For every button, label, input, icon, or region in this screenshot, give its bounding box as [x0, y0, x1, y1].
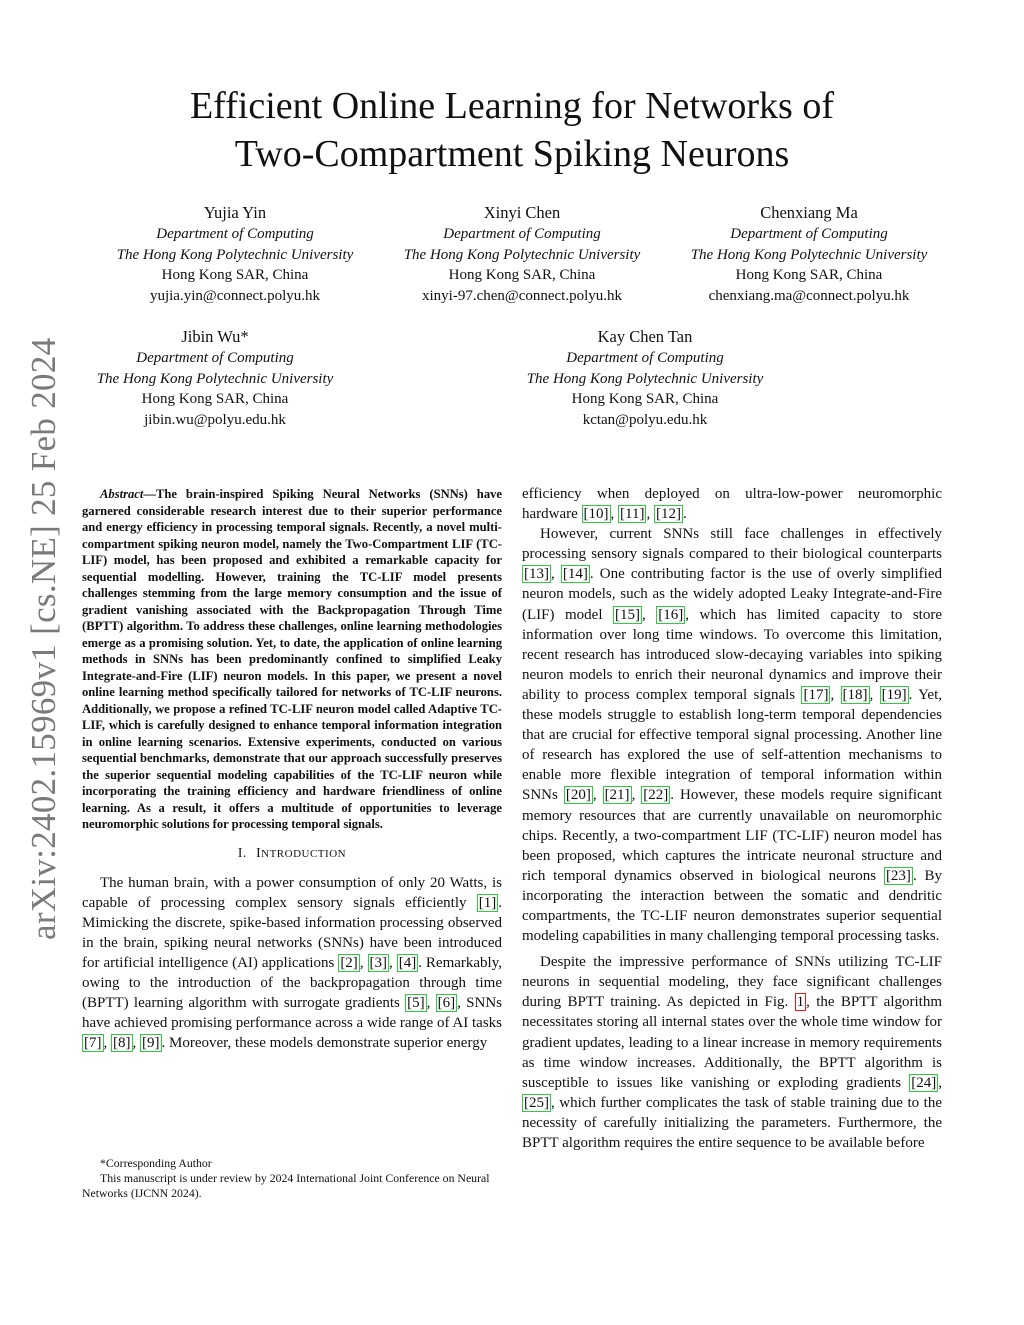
citation-link[interactable]: [11]: [620, 506, 645, 523]
citation-link[interactable]: [1]: [478, 894, 497, 911]
citation-link[interactable]: [7]: [84, 1035, 102, 1052]
citation-link[interactable]: [13]: [524, 566, 549, 583]
section-heading-introduction: I. INTRODUCTION: [237, 844, 347, 860]
title-line: Efficient Online Learning for Networks of: [189, 85, 835, 127]
author-university: The Hong Kong Polytechnic University: [403, 246, 641, 263]
author-university: The Hong Kong Polytechnic University: [690, 246, 928, 263]
author-name: Chenxiang Ma: [760, 203, 858, 222]
author-name: Kay Chen Tan: [597, 327, 693, 346]
title-line: Two-Compartment Spiking Neurons: [234, 133, 790, 175]
author-location: Hong Kong SAR, China: [735, 267, 883, 283]
author-email: kctan@polyu.edu.hk: [582, 411, 708, 428]
author-department: Department of Computing: [156, 226, 314, 242]
citation-link[interactable]: [3]: [369, 954, 388, 971]
abstract-lead: Abstract: [100, 487, 144, 501]
author-block: [70, 326, 360, 430]
author-location: Hong Kong SAR, China: [161, 267, 309, 283]
paper-title: [100, 82, 924, 178]
citation-link[interactable]: [18]: [842, 686, 868, 703]
citation-link[interactable]: [21]: [604, 787, 630, 804]
author-block: [664, 202, 954, 306]
citation-link[interactable]: [5]: [407, 995, 425, 1012]
abstract: [82, 486, 502, 833]
footnote-corresponding: *Corresponding Author: [100, 1156, 212, 1170]
left-column: [82, 486, 502, 1053]
author-email: jibin.wu@polyu.edu.hk: [144, 411, 286, 428]
author-email: chenxiang.ma@connect.polyu.hk: [708, 287, 910, 304]
citation-link[interactable]: [17]: [803, 686, 829, 703]
author-block: [377, 202, 667, 306]
author-name: Yujia Yin: [203, 203, 267, 222]
citation-link[interactable]: [23]: [885, 867, 911, 884]
citation-link[interactable]: [4]: [398, 954, 417, 971]
figure-link[interactable]: 1: [796, 994, 805, 1011]
citation-link[interactable]: [15]: [615, 606, 640, 623]
footnotes: [82, 1156, 502, 1201]
author-name: Jibin Wu*: [181, 327, 249, 346]
author-block: [90, 202, 380, 306]
citation-link[interactable]: [19]: [881, 686, 907, 703]
citation-link[interactable]: [6]: [437, 995, 456, 1012]
paragraph-continuation: efficiency when deployed on ultra-low-power neuromorphic hardware [10] , [11] , [12] .: [522, 486, 942, 523]
author-location: Hong Kong SAR, China: [141, 391, 289, 407]
citation-link[interactable]: [14]: [562, 566, 588, 583]
author-name: Xinyi Chen: [483, 203, 561, 222]
author-email: xinyi-97.chen@connect.polyu.hk: [421, 287, 623, 304]
intro-paragraph: The human brain, with a power consumption of only 20 Watts, is capable of processing complex sensory signals efficiently [1] . Mimicking the discrete, spike-based information processing observed in the brain, spiking neural networks (SNNs) have been introduced for artificial intelligence (AI) applications [2] , [3] , [4] . Remarkably, owing to the introduction of the backpropagation through time (BPTT) learning algorithm with surrogate gradients [5] , [6] , SNNs have achieved promising performance across a wide range of AI tasks [7] , [8] , [9] . Moreover, these models demonstrate superior energy: [82, 874, 503, 1052]
citation-link[interactable]: [24]: [911, 1074, 937, 1091]
author-department: Department of Computing: [136, 350, 294, 366]
citation-link[interactable]: [20]: [565, 787, 591, 804]
abstract-text: —The brain-inspired Spiking Neural Networks (SNNs) have garnered considerable research interest due to their superior performance and energy efficiency in processing temporal signals. Recently, a novel multi-compartment spiking neuron model, namely the Two-Compartment LIF (TC-LIF) model, has been proposed and exhibited a remarkable capacity for sequential modelling. However, training the TC-LIF model presents challenges stemming from the large memory consumption and the issue of gradient vanishing associated with the Backpropagation Through Time (BPTT) algorithm. To address these challenges, online learning methodologies emerge as a promising solution. Yet, to date, the application of online learning methods in SNNs has been predominantly confined to simplified Leaky Integrate-and-Fire (LIF) neuron models. In this paper, we present a novel online learning method specifically tailored for networks of TC-LIF neurons. Additionally, we propose a refined TC-LIF neuron model called Adaptive TC-LIF, which is carefully designed to enhance temporal information integration in online learning scenarios. Extensive experiments, conducted on various sequential benchmarks, demonstrate that our approach successfully preserves the superior sequential modeling capabilities of the TC-LIF neuron while incorporating the training efficiency and hardware friendliness of online learning. As a result, it offers a multitude of opportunities to leverage neuromorphic solutions for processing temporal signals.: [82, 487, 502, 831]
author-university: The Hong Kong Polytechnic University: [116, 246, 354, 263]
author-location: Hong Kong SAR, China: [571, 391, 719, 407]
citation-link[interactable]: [8]: [113, 1035, 131, 1052]
footnote-review: This manuscript is under review by 2024 International Joint Conference on Neural Networks (IJCNN 2024).: [82, 1171, 490, 1200]
right-column: [522, 484, 942, 1153]
author-email: yujia.yin@connect.polyu.hk: [149, 287, 321, 304]
author-department: Department of Computing: [443, 226, 601, 242]
arxiv-identifier: arXiv:2402.15969v1 [cs.NE] 25 Feb 2024: [24, 337, 63, 940]
paragraph: Despite the impressive performance of SNNs utilizing TC-LIF neurons in sequential modeling, they face significant challenges during BPTT training. As depicted in Fig. 1 , the BPTT algorithm necessitates storing all internal states over the whole time window for gradient updates, leading to a linear increase in memory requirements as time window increases. Additionally, the BPTT algorithm is susceptible to issues like vanishing or exploding gradients [24] , [25] , which further complicates the task of stable training due to the necessity of carefully initializing the parameters. Furthermore, the BPTT algorithm requires the entire sequence to be available before: [522, 954, 943, 1151]
author-department: Department of Computing: [730, 226, 888, 242]
author-block: [500, 326, 790, 430]
citation-link[interactable]: [2]: [340, 954, 358, 971]
author-university: The Hong Kong Polytechnic University: [96, 370, 334, 387]
author-university: The Hong Kong Polytechnic University: [526, 370, 764, 387]
author-location: Hong Kong SAR, China: [448, 267, 596, 283]
paragraph: However, current SNNs still face challenges in effectively processing sensory signals compared to their biological counterparts [13] , [14] . One contributing factor is the use of overly simplified neuron models, such as the widely adopted Leaky Integrate-and-Fire (LIF) model [15] , [16] , which has limited capacity to store information over long time windows. To overcome this limitation, recent research has introduced slow-decaying variables into spiking neuron models to enrich their neuronal dynamics and improve their ability to process complex temporal signals [17] , [18] , [19] . Yet, these models struggle to establish long-term temporal dependencies that are crucial for effective temporal signal processing. Another line of research has explored the use of self-attention mechanisms to enable more flexible integration of temporal information within SNNs [20] , [21] , [22] . However, these models require significant memory resources that are currently unavailable on neuromorphic chips. Recently, a two-compartment LIF (TC-LIF) neuron model has been proposed, which captures the intricate neuronal structure and rich temporal dynamics observed in biological neurons [23] . By incorporating the interaction between the somatic and dendritic compartments, the TC-LIF neuron demonstrates superior sequential modeling capabilities in many challenging temporal processing tasks.: [522, 526, 943, 945]
citation-link[interactable]: [22]: [643, 787, 669, 804]
citation-link[interactable]: [9]: [142, 1035, 160, 1052]
citation-link[interactable]: [10]: [583, 506, 609, 523]
citation-link[interactable]: [16]: [658, 606, 684, 623]
citation-link[interactable]: [12]: [655, 506, 681, 523]
citation-link[interactable]: [25]: [524, 1094, 549, 1111]
author-department: Department of Computing: [566, 350, 724, 366]
